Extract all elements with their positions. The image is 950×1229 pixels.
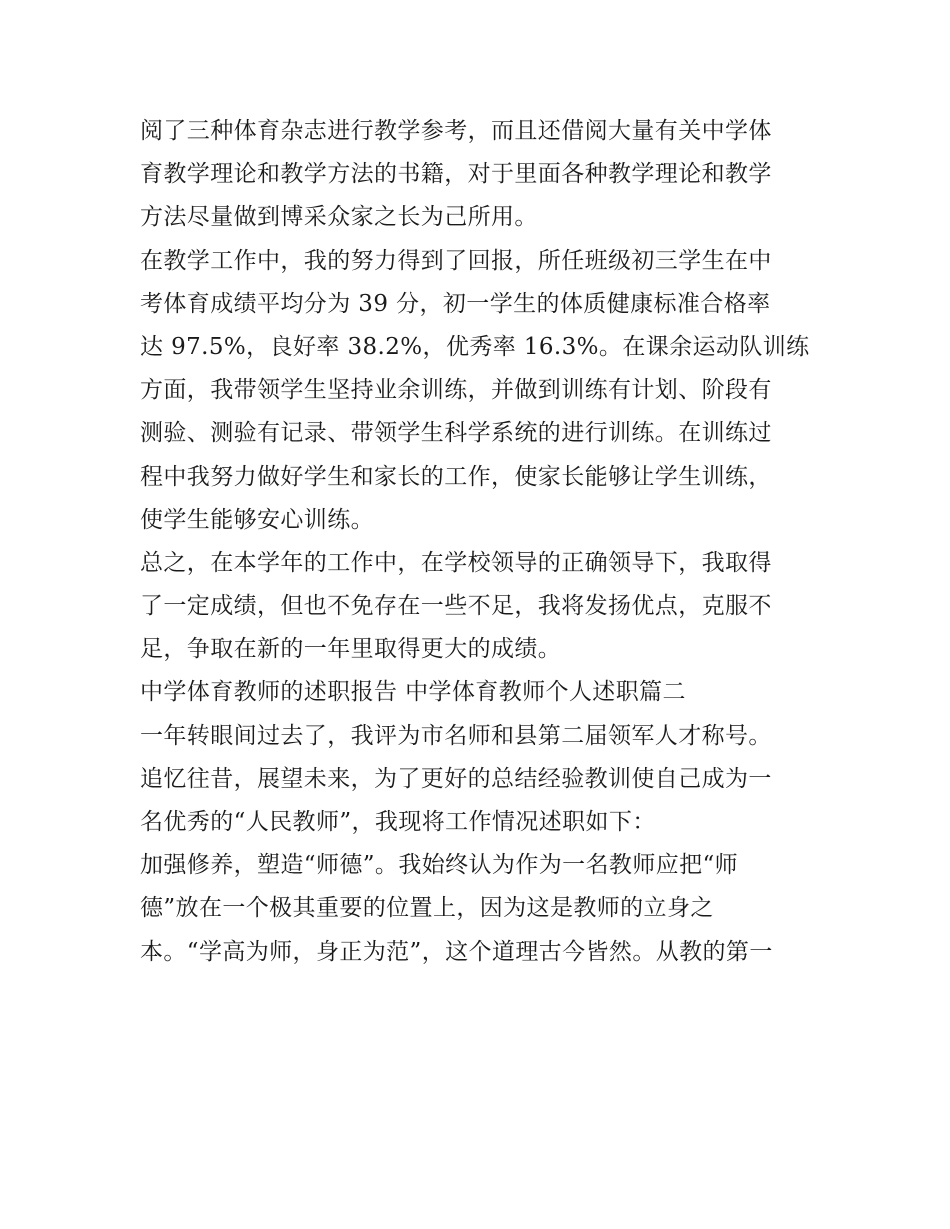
text-line: 测验、测验有记录、带领学生科学系统的进行训练。在训练过 bbox=[140, 420, 772, 447]
document-body bbox=[140, 110, 820, 974]
text-line: 足，争取在新的一年里取得更大的成绩。 bbox=[140, 636, 562, 663]
text-line: 使学生能够安心训练。 bbox=[140, 506, 374, 533]
text-line: 名优秀的“人民教师”，我现将工作情况述职如下： bbox=[140, 809, 656, 835]
text-line: 阅了三种体育杂志进行教学参考，而且还借阅大量有关中学体 bbox=[140, 118, 772, 144]
text-line: 总之，在本学年的工作中，在学校领导的正确领导下，我取得 bbox=[140, 549, 772, 576]
text-line: 追忆往昔，展望未来，为了更好的总结经验教训使自己成为一 bbox=[140, 765, 772, 792]
text-line: 方面，我带领学生坚持业余训练，并做到训练有计划、阶段有 bbox=[140, 377, 772, 404]
text-line: 达 97.5%，良好率 38.2%，优秀率 16.3%。在课余运动队训练 bbox=[140, 333, 810, 360]
text-line: 在教学工作中，我的努力得到了回报，所任班级初三学生在中 bbox=[140, 247, 772, 274]
text-line: 加强修养，塑造“师德”。我始终认为作为一名教师应把“师 bbox=[140, 852, 739, 879]
text-line: 程中我努力做好学生和家长的工作，使家长能够让学生训练， bbox=[140, 463, 772, 490]
text-line: 方法尽量做到博采众家之长为己所用。 bbox=[140, 204, 538, 231]
section-heading: 中学体育教师的述职报告 中学体育教师个人述职篇二 bbox=[140, 679, 686, 706]
text-line: 一年转眼间过去了，我评为市名师和县第二届领军人才称号。 bbox=[140, 722, 772, 749]
text-line: 了一定成绩，但也不免存在一些不足，我将发扬优点，克服不 bbox=[140, 593, 772, 620]
text-line: 考体育成绩平均分为 39 分，初一学生的体质健康标准合格率 bbox=[140, 290, 771, 317]
text-line: 德”放在一个极其重要的位置上，因为这是教师的立身之 bbox=[140, 895, 714, 922]
text-line: 本。“学高为师，身正为范”，这个道理古今皆然。从教的第一 bbox=[140, 938, 773, 965]
text-line: 育教学理论和教学方法的书籍，对于里面各种教学理论和教学 bbox=[140, 161, 772, 188]
